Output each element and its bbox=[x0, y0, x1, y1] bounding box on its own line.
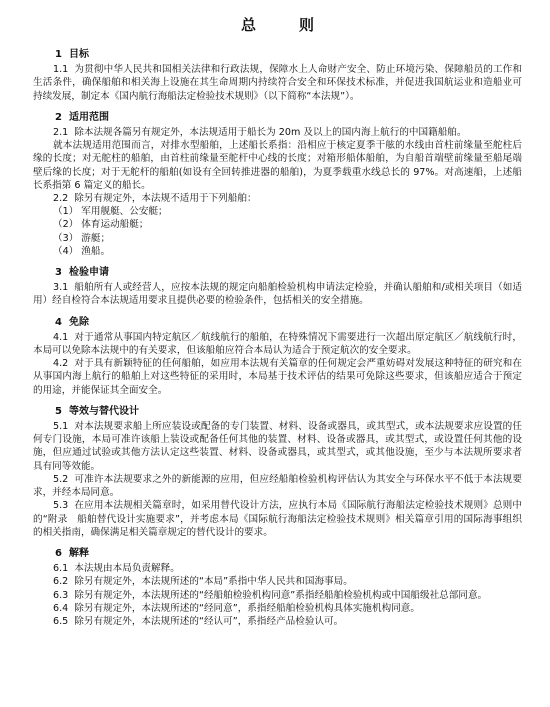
paragraph-number: 6.3 bbox=[53, 589, 69, 601]
paragraph-text: 就本法规适用范围而言，对排水型船舶，上述船长系指：沿相应于核定夏季干舷的水线由首柱前缘量至舵柱后缘的长度；对无舵柱的船舶，由首柱前缘量至舵杆中心线的长度；对箱形船体船舶，为自船首端壁前缘量至船尾端壁后缘的长度；对于无舵杆的船舶(如设有全回转推进器的船舶)，为夏季载重水线总长的 97%。对高速船，上述船长系指第 6 篇定义的船长。 bbox=[33, 140, 522, 191]
paragraph bbox=[33, 331, 522, 357]
section-heading bbox=[55, 547, 522, 560]
paragraph-text: 船舶所有人或经营人，应按本法规的规定向船舶检验机构申请法定检验，并确认船舶和/或相关项目（如适用）经自检符合本法规适用要求且提供必要的检验条件，包括相关的安全措施。 bbox=[33, 282, 522, 307]
page-title: 总 则 bbox=[240, 16, 328, 34]
paragraph-number: 6.2 bbox=[53, 576, 69, 588]
paragraph-number: 2.2 bbox=[53, 193, 69, 205]
list-item-number: （1） bbox=[53, 206, 79, 218]
paragraph-number: 5.2 bbox=[53, 473, 69, 485]
section-heading-text: 适用范围 bbox=[69, 111, 109, 123]
paragraph bbox=[33, 562, 522, 575]
paragraph bbox=[33, 615, 522, 628]
paragraph bbox=[33, 473, 522, 499]
paragraph-text: 可准许本法规要求之外的新能源的应用，但应经船舶检验机构评估认为其安全与环保水平不低于本法规要求，并经本局同意。 bbox=[33, 473, 522, 499]
paragraph-number: 6.4 bbox=[53, 602, 69, 614]
paragraph bbox=[33, 575, 522, 588]
paragraph-text: 除另有规定外，本法规所述的“经船舶检验机构同意”系指经船舶检验机构或中国船级社总部同意。 bbox=[74, 589, 488, 601]
paragraph-text: 除另有规定外，本法规所述的“本局”系指中华人民共和国海事局。 bbox=[74, 576, 353, 588]
paragraph bbox=[33, 602, 522, 615]
section-1 bbox=[33, 48, 522, 103]
paragraph-number: 4.2 bbox=[53, 358, 69, 370]
section-2 bbox=[33, 111, 522, 258]
list-item bbox=[53, 205, 522, 218]
section-heading bbox=[55, 266, 522, 279]
paragraph-text: 除另有规定外，本法规所述的“经认可”，系指经产品检验认可。 bbox=[74, 615, 344, 627]
section-3 bbox=[33, 266, 522, 308]
paragraph-number: 2.1 bbox=[53, 127, 69, 139]
paragraph bbox=[33, 589, 522, 602]
paragraph-number: 4.1 bbox=[53, 331, 69, 343]
list-item-number: （4） bbox=[53, 245, 79, 257]
section-number: 4 bbox=[55, 316, 62, 328]
list-item-number: （3） bbox=[53, 232, 79, 244]
section-heading bbox=[55, 405, 522, 418]
paragraph-number: 6.1 bbox=[53, 563, 69, 575]
list-item-text: 渔船。 bbox=[81, 245, 111, 257]
list-item bbox=[53, 245, 522, 258]
section-heading bbox=[55, 316, 522, 329]
section-number: 3 bbox=[55, 267, 62, 279]
section-heading-text: 目标 bbox=[69, 49, 89, 60]
paragraph bbox=[33, 192, 522, 205]
paragraph-number: 5.1 bbox=[53, 421, 69, 433]
list-item-text: 游艇； bbox=[81, 232, 111, 244]
section-heading-text: 检验申请 bbox=[69, 267, 109, 279]
section-heading-text: 免除 bbox=[69, 316, 89, 328]
section-number: 2 bbox=[55, 111, 62, 123]
list-item bbox=[53, 232, 522, 245]
paragraph-text: 为贯彻中华人民共和国相关法律和行政法规，保障水上人命财产安全、防止环境污染、保障船员的工作和生活条件，确保船舶和相关海上设施在其生命周期内持续符合安全和环保技术标准，并促进我国航运业和造船业可持续发展，制定本《国内航行海船法定检验技术规则》（以下简称“本法规”）。 bbox=[33, 64, 522, 102]
paragraph-text: 除另有规定外，本法规所述的“经同意”，系指经船舶检验机构具体实施机构同意。 bbox=[74, 602, 420, 614]
section-number: 1 bbox=[55, 49, 62, 60]
paragraph-text: 在应用本法规相关篇章时，如采用替代设计方法，应执行本局《国际航行海船法定检验技术规则》总则中的“附录 船舶替代设计实施要求”，并考虑本局《国际航行海船法定检验技术规则》相关篇章引用的国际海事组织的相关指南，确保满足相关篇章规定的替代设计的要求。 bbox=[33, 500, 522, 538]
section-heading bbox=[55, 111, 522, 124]
section-number: 5 bbox=[55, 405, 62, 417]
paragraph-text: 对本法规要求船上所应装设或配备的专门装置、材料、设备或器具，或其型式，或本法规要求应设置的任何专门设施，本局可准许该船上装设或配备任何其他的装置、材料、设备或器具，或其型式，或设置任何其他的设施，但应通过试验或其他方法认定这些装置、材料、设备或器具，或其型式，或其他设施，至少与本法规所要求者具有同等效能。 bbox=[33, 421, 522, 472]
paragraph bbox=[33, 139, 522, 192]
paragraph bbox=[33, 281, 522, 307]
list-item bbox=[53, 218, 522, 231]
paragraph-number: 5.3 bbox=[53, 500, 69, 512]
paragraph bbox=[33, 63, 522, 103]
section-heading bbox=[55, 48, 522, 61]
paragraph bbox=[33, 126, 522, 139]
paragraph bbox=[33, 357, 522, 397]
paragraph-number: 6.5 bbox=[53, 615, 69, 627]
document-body bbox=[33, 48, 522, 628]
list-item-text: 体育运动船艇； bbox=[81, 219, 149, 231]
paragraph-text: 除另有规定外，本法规不适用于下列船舶： bbox=[74, 193, 257, 205]
paragraph bbox=[33, 420, 522, 473]
list-item-number: （2） bbox=[53, 219, 79, 231]
section-heading-text: 等效与替代设计 bbox=[69, 405, 139, 417]
paragraph-text: 对于具有新颖特征的任何船舶，如应用本法规有关篇章的任何规定会严重妨碍对发展这种特征的研究和在从事国内海上航行的船舶上对这些特征的采用时，本局基于技术评估的结果可免除这些要求，但该船应适合于预定的用途，并能保证其全面安全。 bbox=[33, 358, 522, 396]
section-4 bbox=[33, 316, 522, 397]
paragraph-text: 对于通常从事国内特定航区／航线航行的船舶，在特殊情况下需要进行一次超出原定航区／航线航行时，本局可以免除本法规中的有关要求，但该船舶应符合本局认为适合于预定航次的安全要求。 bbox=[33, 331, 522, 357]
paragraph-number: 3.1 bbox=[53, 282, 69, 294]
section-heading-text: 解释 bbox=[69, 547, 89, 559]
list-item-text: 军用舰艇、公安艇； bbox=[81, 206, 168, 218]
paragraph bbox=[33, 499, 522, 539]
section-number: 6 bbox=[55, 547, 62, 559]
paragraph-number: 1.1 bbox=[53, 64, 69, 76]
section-5 bbox=[33, 405, 522, 539]
paragraph-text: 本法规由本局负责解释。 bbox=[74, 563, 180, 575]
section-6 bbox=[33, 547, 522, 628]
paragraph-text: 除本法规各篇另有规定外，本法规适用于船长为 20m 及以上的国内海上航行的中国籍船舶。 bbox=[74, 127, 467, 139]
